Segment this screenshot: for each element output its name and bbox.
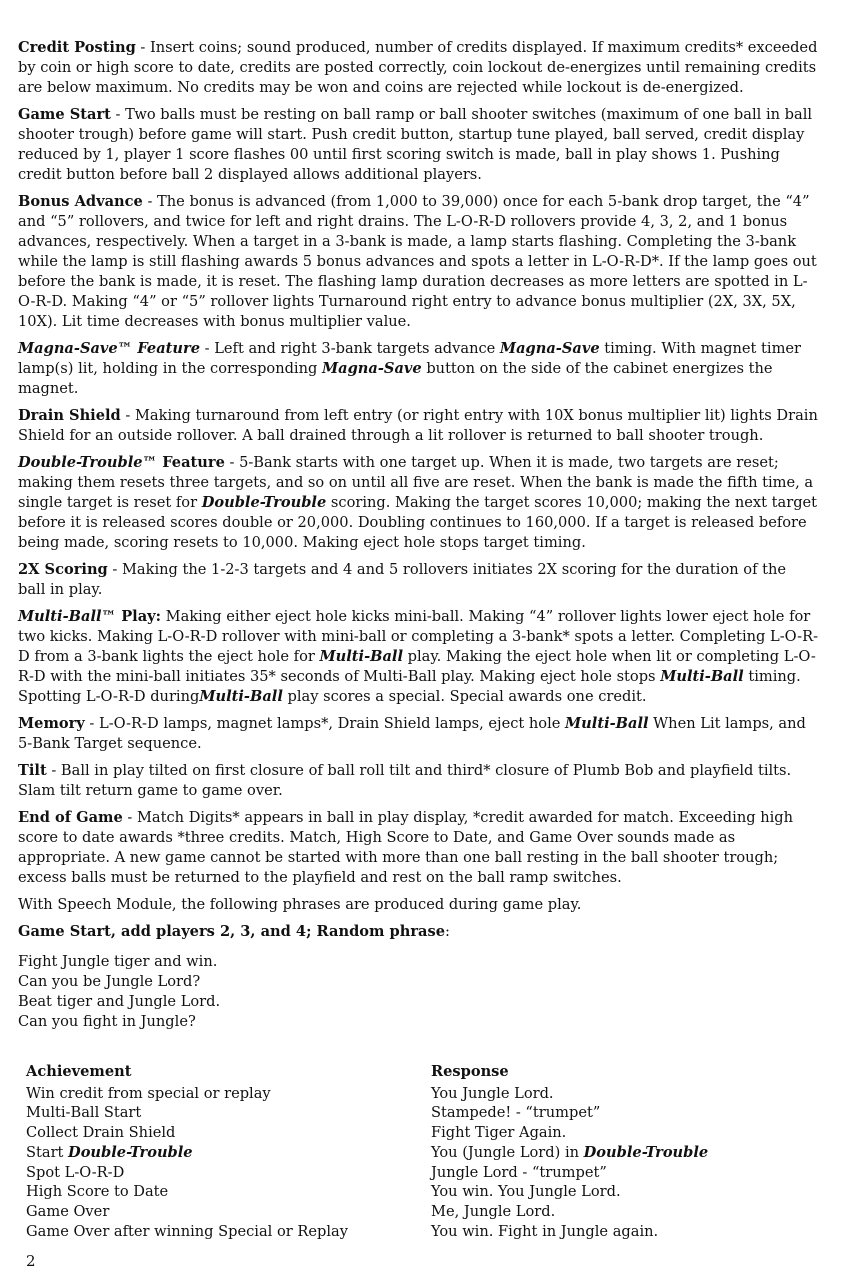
credit-posting-text: - Insert coins; sound produced, number of credits displayed. If maximum credits* exceeded by coin or high score to date, credits are posted correctly, coin lockout de-energizes until remaining credits are below maximum. No credits may be won and coins are rejected while lockout is de-energized. bbox=[18, 39, 818, 96]
response-item bbox=[431, 1143, 811, 1163]
achievement-item: Multi-Ball Start bbox=[26, 1104, 142, 1122]
drain-shield-title: Drain Shield bbox=[18, 407, 121, 424]
multi-ball-text-2: play. Making the eject hole when lit or completing L-O-R-D with the mini-ball initiates 35* seconds of Multi-Ball play. Making eject hole stops bbox=[18, 648, 816, 685]
achievement-item: Win credit from special or replay bbox=[26, 1084, 271, 1102]
bonus-advance-title: Bonus Advance bbox=[18, 193, 143, 210]
double-trouble-text-1: - 5-Bank starts with one target up. When it is made, two targets are reset; making them resets three targets, and so on until all five are reset. When the bank is made the fifth time, a single target is reset for bbox=[18, 454, 814, 511]
random-phrase: Can you fight in Jungle? bbox=[18, 1013, 196, 1030]
game-start-section bbox=[18, 105, 818, 185]
game-start-text: - Two balls must be resting on ball ramp or ball shooter switches (maximum of one ball in ball shooter trough) before game will start. Push credit button, startup tune played, ball served, credit display reduced by 1, player 1 score flashes 00 until first scoring switch is made, ball in play shows 1. Pushing credit button before ball 2 displayed allows additional players. bbox=[18, 106, 813, 183]
magna-save-text-1: - Left and right 3-bank targets advance bbox=[200, 340, 500, 357]
tilt-text: - Ball in play tilted on first closure of ball roll tilt and third* closure of Plumb Bob and playfield tilts. Slam tilt return game to game over. bbox=[18, 762, 792, 799]
achievement-item: Game Over bbox=[26, 1202, 110, 1220]
magna-save-section bbox=[18, 339, 818, 399]
response-list bbox=[431, 1084, 811, 1242]
magna-save-em-2: Magna-Save bbox=[321, 360, 422, 377]
response-item: Jungle Lord - “trumpet” bbox=[431, 1163, 607, 1181]
response-item: Me, Jungle Lord. bbox=[431, 1202, 556, 1220]
double-trouble-section bbox=[18, 453, 818, 553]
two-x-scoring-section bbox=[18, 560, 818, 600]
memory-section bbox=[18, 714, 818, 754]
game-start-title: Game Start bbox=[18, 106, 111, 123]
response-header: Response bbox=[431, 1063, 509, 1080]
memory-text-2: When Lit lamps, and 5-Bank Target sequence. bbox=[18, 715, 806, 752]
tilt-title: Tilt bbox=[18, 762, 47, 779]
tilt-section bbox=[18, 761, 818, 801]
multi-ball-title-rest: ™ Play: bbox=[101, 608, 162, 625]
multi-ball-text-3: timing. Spotting L-O-R-D during bbox=[18, 668, 801, 705]
random-phrase: Fight Jungle tiger and win. bbox=[18, 953, 218, 970]
double-trouble-em-1: Double-Trouble bbox=[201, 494, 327, 511]
response-column bbox=[431, 1062, 811, 1241]
page-number: 2 bbox=[26, 1252, 36, 1270]
drain-shield-text: - Making turnaround from left entry (or right entry with 10X bonus multiplier lit) lights Drain Shield for an outside rollover. A ball drained through a lit rollover is returned to ball shooter trough. bbox=[18, 407, 818, 444]
multi-ball-em-3: Multi-Ball bbox=[199, 688, 283, 705]
multi-ball-text-1: Making either eject hole kicks mini-ball. Making “4” rollover lights lower eject hole for two kicks. Making L-O-R-D rollover with mini-ball or completing a 3-bank* spots a letter. Completing L-O-R-D from a 3-bank lights the eject hole for bbox=[18, 608, 819, 665]
achievement-header: Achievement bbox=[26, 1063, 132, 1080]
speech-intro: With Speech Module, the following phrases are produced during game play. bbox=[18, 896, 582, 913]
double-trouble-title-em: Double-Trouble bbox=[18, 454, 143, 471]
memory-em-1: Multi-Ball bbox=[565, 715, 649, 732]
two-x-scoring-text: - Making the 1-2-3 targets and 4 and 5 rollovers initiates 2X scoring for the duration of the ball in play. bbox=[18, 561, 787, 598]
magna-save-em-1: Magna-Save bbox=[499, 340, 600, 357]
end-of-game-section bbox=[18, 808, 818, 888]
memory-title: Memory bbox=[18, 715, 85, 732]
credit-posting-title: Credit Posting bbox=[18, 39, 136, 56]
response-item-em: Double-Trouble bbox=[583, 1143, 709, 1161]
multi-ball-em-1: Multi-Ball bbox=[319, 648, 404, 665]
bonus-advance-text: - The bonus is advanced (from 1,000 to 39,000) once for each 5-bank drop target, the “4” and “5” rollovers, and twice for left and right drains. The L-O-R-D rollovers provide 4, 3, 2, and 1 bonus advances, respectively. When a target in a 3-bank is made, a lamp starts flashing. Completing the 3-bank while the lamp is still flashing awards 5 bonus advances and spots a letter in L-O-R-D*. If the lamp goes out before the bank is made, it is reset. The flashing lamp duration decreases as more letters are spotted in L-O-R-D. Making “4” or “5” rollover lights Turnaround right entry to advance bonus multiplier (2X, 3X, 5X, 10X). Lit time decreases with bonus multiplier value. bbox=[18, 193, 817, 330]
achievement-item-em: Double-Trouble bbox=[68, 1143, 193, 1161]
bonus-advance-section bbox=[18, 192, 818, 332]
achievement-list bbox=[26, 1084, 426, 1242]
multi-ball-section bbox=[18, 607, 818, 707]
multi-ball-em-2: Multi-Ball bbox=[660, 668, 744, 685]
phrase-heading bbox=[18, 922, 818, 942]
phrase-heading-colon: : bbox=[445, 923, 450, 940]
end-of-game-text: - Match Digits* appears in ball in play display, *credit awarded for match. Exceeding high score to date awards *three credits. Match, High Score to Date, and Game Over sounds made as appropriate. A new game cannot be started with more than one ball resting in the ball shooter trough; excess balls must be returned to the playfield and rest on the ball ramp switches. bbox=[18, 809, 794, 886]
response-item: You win. Fight in Jungle again. bbox=[431, 1222, 659, 1240]
magna-save-text-3: button on the side of the cabinet energizes the magnet. bbox=[18, 360, 773, 397]
achievement-item: Game Over after winning Special or Replay bbox=[26, 1222, 348, 1240]
achievement-item bbox=[26, 1143, 426, 1163]
multi-ball-text-4: play scores a special. Special awards one credit. bbox=[282, 688, 647, 705]
achievement-item: Collect Drain Shield bbox=[26, 1124, 176, 1142]
drain-shield-section bbox=[18, 406, 818, 446]
credit-posting-section bbox=[18, 38, 818, 98]
end-of-game-title: End of Game bbox=[18, 809, 123, 826]
achievement-column bbox=[26, 1062, 426, 1241]
phrase-heading-bold: Game Start, add players 2, 3, and 4; Random phrase bbox=[18, 923, 446, 940]
response-item: You Jungle Lord. bbox=[431, 1084, 554, 1102]
double-trouble-text-2: scoring. Making the target scores 10,000; making the next target before it is released scores double or 20,000. Doubling continues to 160,000. If a target is released before being made, scoring resets to 10,000. Making eject hole stops target timing. bbox=[18, 494, 818, 551]
double-trouble-title-rest: ™ Feature bbox=[142, 454, 225, 471]
magna-save-text-2: timing. With magnet timer lamp(s) lit, holding in the corresponding bbox=[18, 340, 802, 377]
multi-ball-title-em: Multi-Ball bbox=[18, 608, 102, 625]
random-phrase-list bbox=[18, 952, 818, 1032]
random-phrase: Beat tiger and Jungle Lord. bbox=[18, 993, 221, 1010]
magna-save-title: Magna-Save™ Feature bbox=[18, 340, 201, 357]
memory-text-1: - L-O-R-D lamps, magnet lamps*, Drain Shield lamps, eject hole bbox=[84, 715, 566, 732]
achievement-item: Spot L-O-R-D bbox=[26, 1163, 125, 1181]
response-item: Fight Tiger Again. bbox=[431, 1124, 567, 1142]
two-x-scoring-title: 2X Scoring bbox=[18, 561, 108, 578]
random-phrase: Can you be Jungle Lord? bbox=[18, 973, 201, 990]
response-item: You win. You Jungle Lord. bbox=[431, 1183, 621, 1201]
achievement-item-text: Start bbox=[26, 1143, 69, 1161]
achievement-item: High Score to Date bbox=[26, 1183, 169, 1201]
rules-page bbox=[18, 38, 818, 1032]
response-item-text: You (Jungle Lord) in bbox=[431, 1143, 584, 1161]
response-item: Stampede! - “trumpet” bbox=[431, 1104, 601, 1122]
